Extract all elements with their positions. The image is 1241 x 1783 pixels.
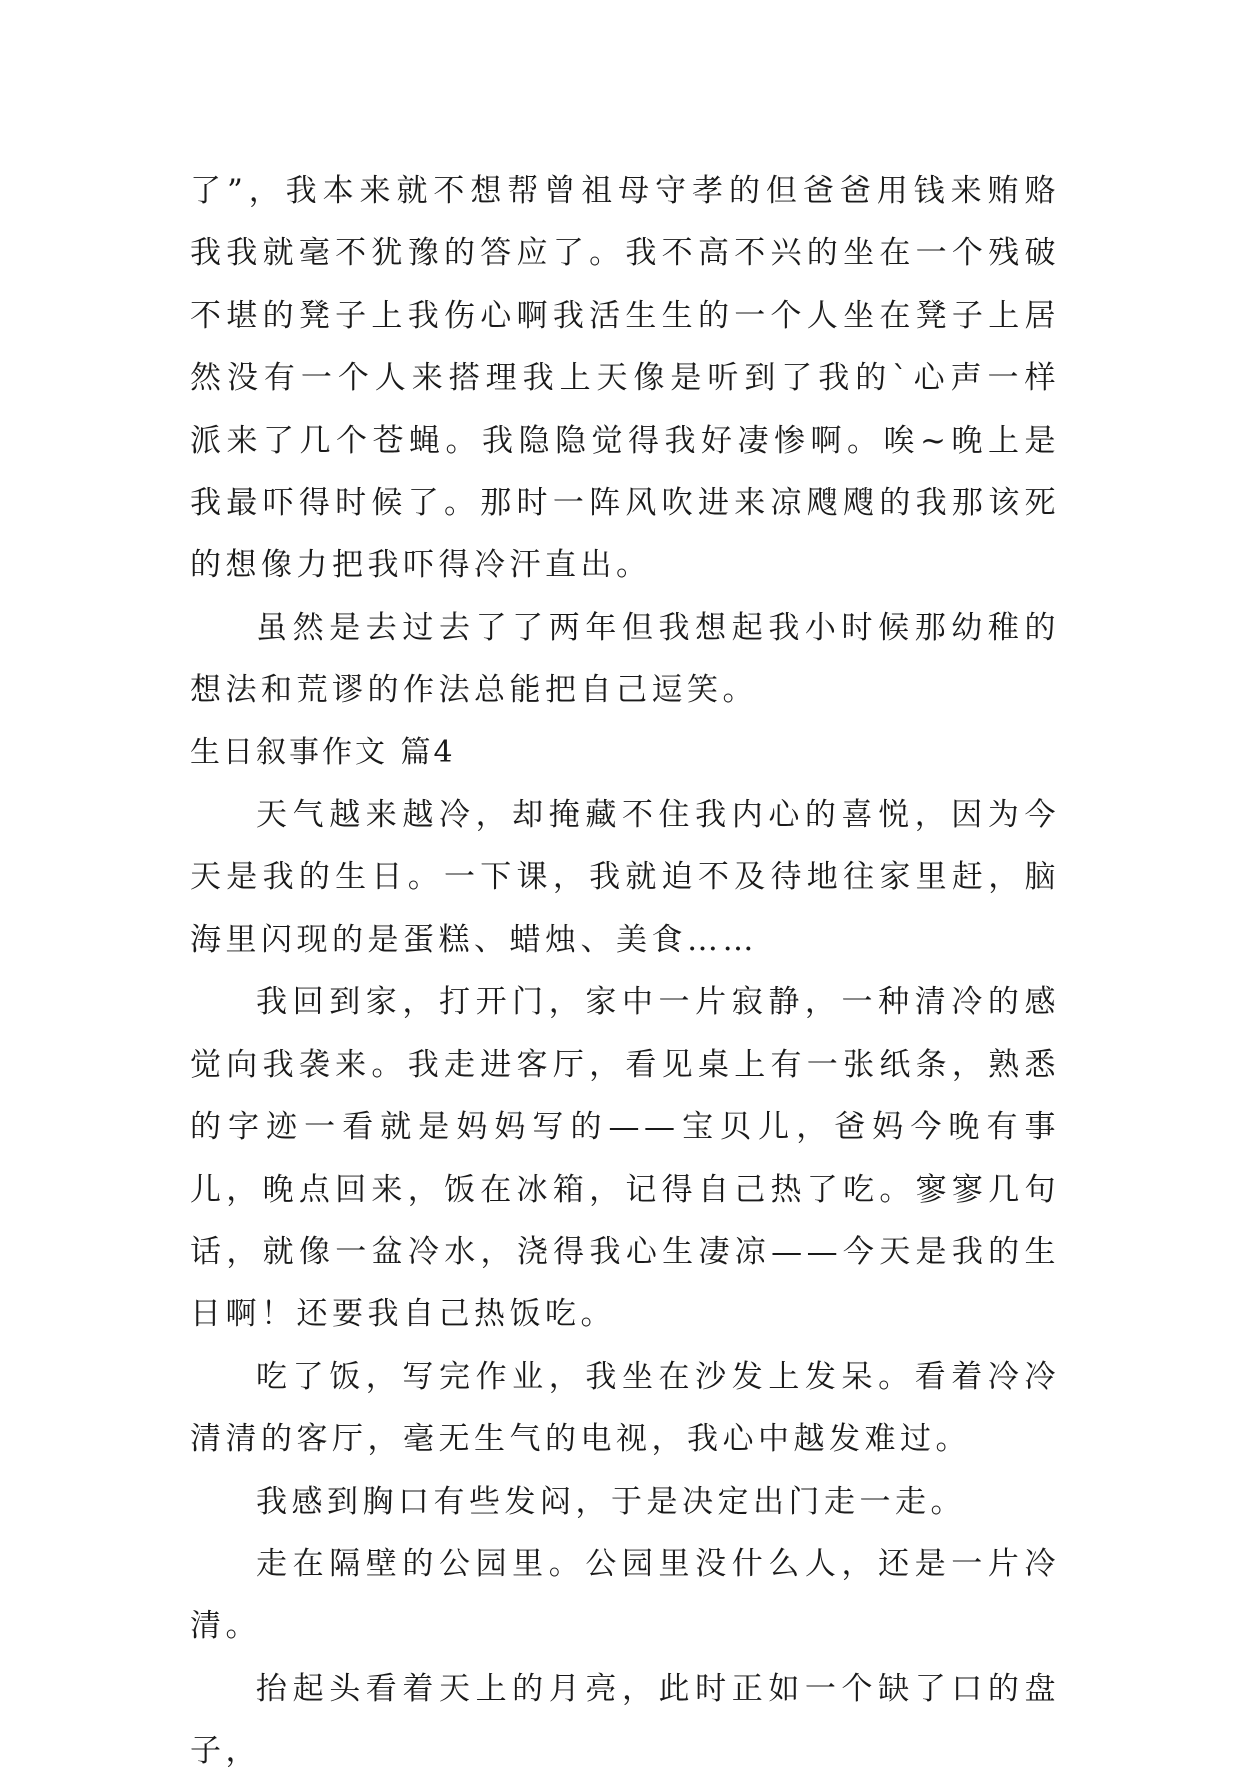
paragraph-2: 虽然是去过去了了两年但我想起我小时候那幼稚的想法和荒谬的作法总能把自己逗笑。 [190,609,1060,709]
paragraph-5: 吃了饭，写完作业，我坐在沙发上发呆。看着冷冷清清的客厅，毫无生气的电视，我心中越发难过。 [190,1358,1060,1458]
document-body [190,160,1060,1783]
paragraph-3: 天气越来越冷，却掩藏不住我内心的喜悦，因为今天是我的生日。一下课，我就迫不及待地往家里赶，脑海里闪现的是蛋糕、蜡烛、美食…… [190,797,1060,958]
paragraph-1: 了”，我本来就不想帮曾祖母守孝的但爸爸用钱来贿赂我我就毫不犹豫的答应了。我不高不兴的坐在一个残破不堪的凳子上我伤心啊我活生生的一个人坐在凳子上居然没有一个人来搭理我上天像是听到了我的`心声一样派来了几个苍蝇。我隐隐觉得我好凄惨啊。唉~晚上是我最吓得时候了。那时一阵风吹进来凉飕飕的我那该死的想像力把我吓得冷汗直出。 [190,173,1060,584]
paragraph-4: 我回到家，打开门，家中一片寂静，一种清冷的感觉向我袭来。我走进客厅，看见桌上有一张纸条，熟悉的字迹一看就是妈妈写的——宝贝儿，爸妈今晚有事儿，晚点回来，饭在冰箱，记得自己热了吃。寥寥几句话，就像一盆冷水，浇得我心生凄凉——今天是我的生日啊！还要我自己热饭吃。 [190,984,1060,1333]
section-heading: 生日叙事作文 篇4 [190,734,456,770]
paragraph-6: 我感到胸口有些发闷，于是决定出门走一走。 [256,1483,966,1520]
paragraph-7: 走在隔壁的公园里。公园里没什么人，还是一片冷清。 [190,1545,1060,1645]
paragraph-8: 抬起头看着天上的月亮，此时正如一个缺了口的盘子， [190,1670,1060,1770]
